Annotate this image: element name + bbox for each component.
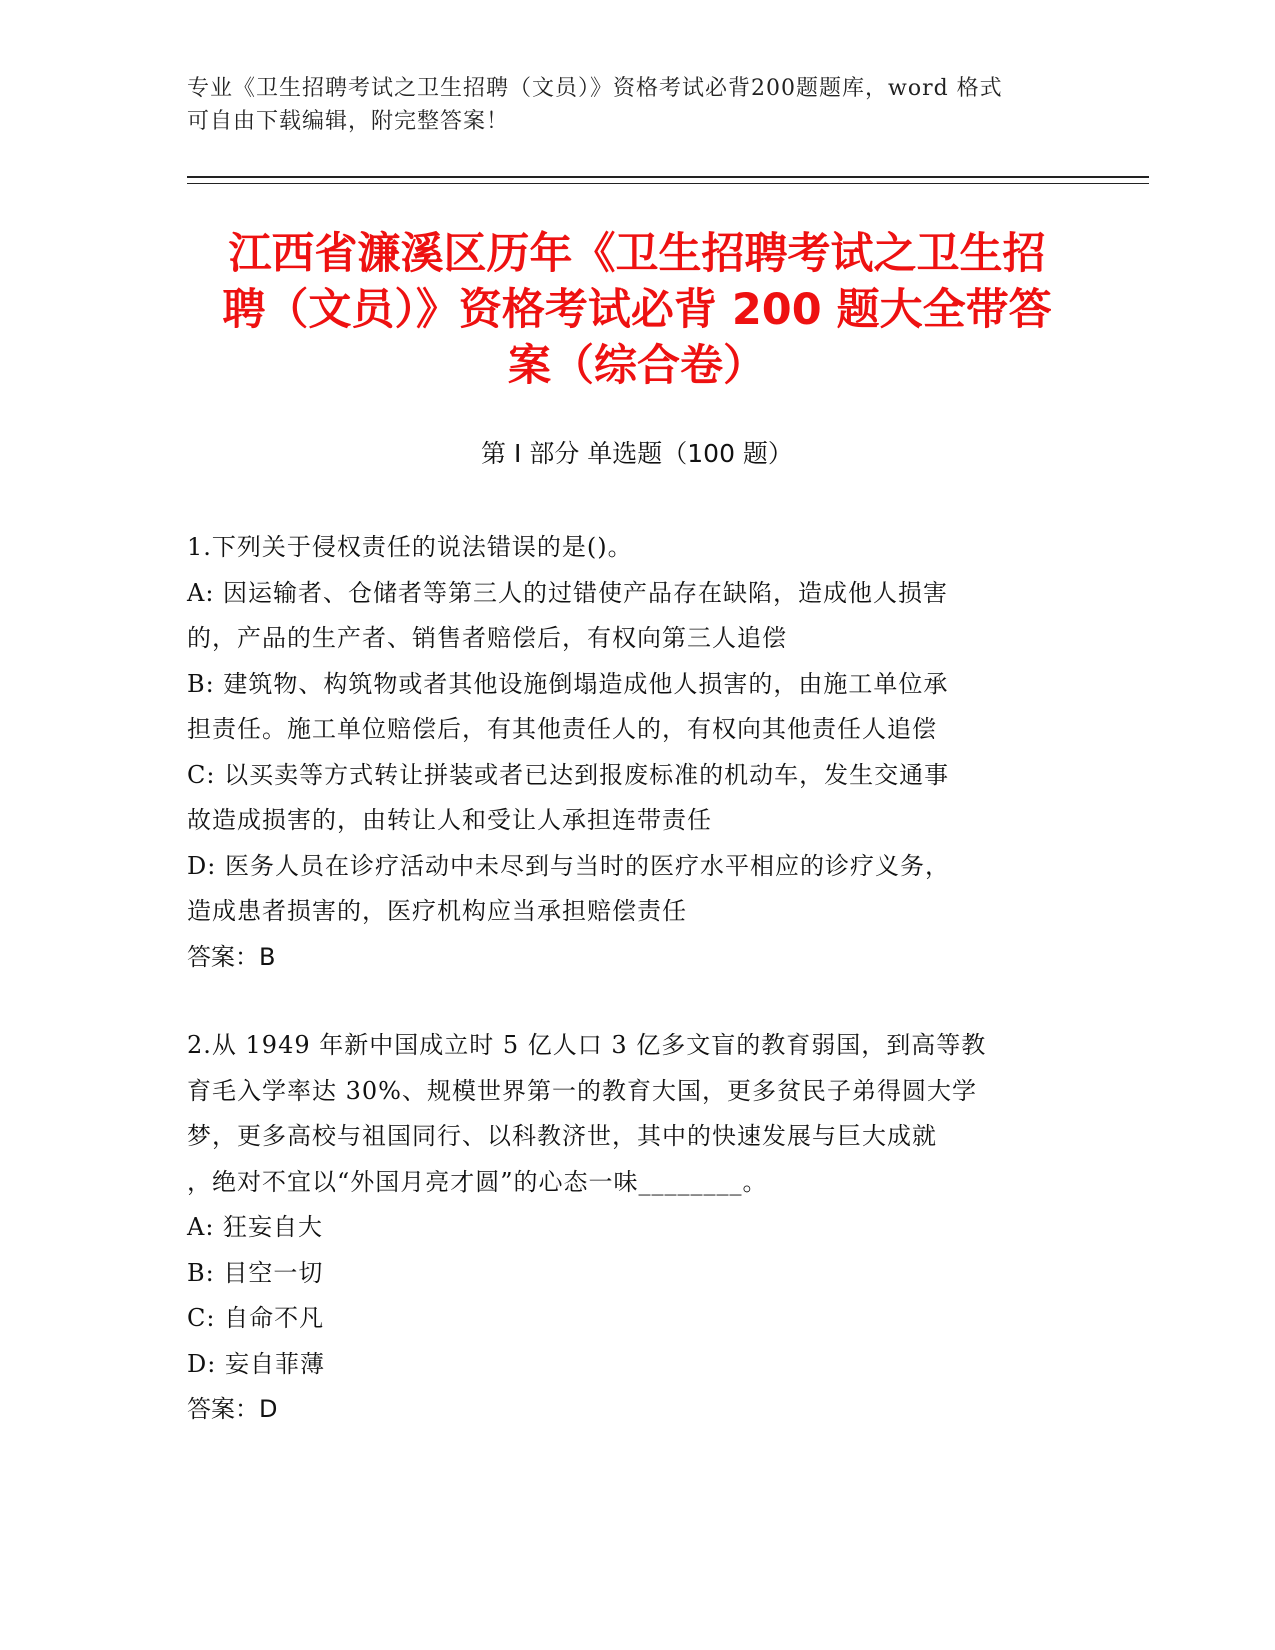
option-b: 担责任。施工单位赔偿后，有其他责任人的，有权向其他责任人追偿 bbox=[187, 715, 937, 743]
title-line: 聘（文员）》资格考试必背 200 题大全带答 bbox=[222, 285, 1052, 335]
header-note-line: 专业《卫生招聘考试之卫生招聘（文员）》资格考试必背200题题库，word 格式 bbox=[187, 76, 1003, 101]
question-stem: 育毛入学率达 30%、规模世界第一的教育大国，更多贫民子弟得圆大学 bbox=[187, 1076, 977, 1105]
option-c: 故造成损害的，由转让人和受让人承担连带责任 bbox=[187, 806, 712, 834]
header-note-line: 可自由下载编辑，附完整答案！ bbox=[187, 109, 510, 134]
answer-label: 答案：D bbox=[187, 1395, 278, 1423]
header-divider-thin bbox=[187, 183, 1149, 184]
question-2 bbox=[187, 1023, 1087, 1433]
question-1 bbox=[187, 525, 1087, 980]
title-line: 江西省濂溪区历年《卫生招聘考试之卫生招 bbox=[228, 229, 1046, 279]
question-stem: 1.下列关于侵权责任的说法错误的是()。 bbox=[187, 533, 633, 561]
section-heading: 第 I 部分 单选题（100 题） bbox=[481, 439, 793, 468]
title-line: 案（综合卷） bbox=[508, 341, 766, 391]
option-a: A: 狂妄自大 bbox=[187, 1213, 324, 1241]
question-stem: ，绝对不宜以“外国月亮才圆”的心态一味________。 bbox=[187, 1167, 768, 1196]
option-d: 造成患者损害的，医疗机构应当承担赔偿责任 bbox=[187, 897, 687, 925]
document-title bbox=[187, 226, 1087, 394]
option-a: A: 因运输者、仓储者等第三人的过错使产品存在缺陷，造成他人损害 bbox=[187, 578, 949, 607]
answer-label: 答案：B bbox=[187, 942, 276, 971]
question-stem: 2.从 1949 年新中国成立时 5 亿人口 3 亿多文盲的教育弱国，到高等教 bbox=[187, 1031, 987, 1059]
option-c: C: 自命不凡 bbox=[187, 1304, 325, 1332]
option-d: D: 医务人员在诊疗活动中未尽到与当时的医疗水平相应的诊疗义务， bbox=[187, 851, 950, 880]
option-b: B: 建筑物、构筑物或者其他设施倒塌造成他人损害的，由施工单位承 bbox=[187, 669, 949, 698]
option-d: D: 妄自菲薄 bbox=[187, 1349, 325, 1378]
option-a: 的，产品的生产者、销售者赔偿后，有权向第三人追偿 bbox=[187, 624, 787, 652]
option-b: B: 目空一切 bbox=[187, 1258, 324, 1287]
header-note bbox=[187, 72, 1087, 138]
option-c: C: 以买卖等方式转让拼装或者已达到报废标准的机动车，发生交通事 bbox=[187, 760, 950, 789]
question-stem: 梦，更多高校与祖国同行、以科教济世，其中的快速发展与巨大成就 bbox=[187, 1122, 937, 1150]
header-divider-thick bbox=[187, 176, 1149, 178]
